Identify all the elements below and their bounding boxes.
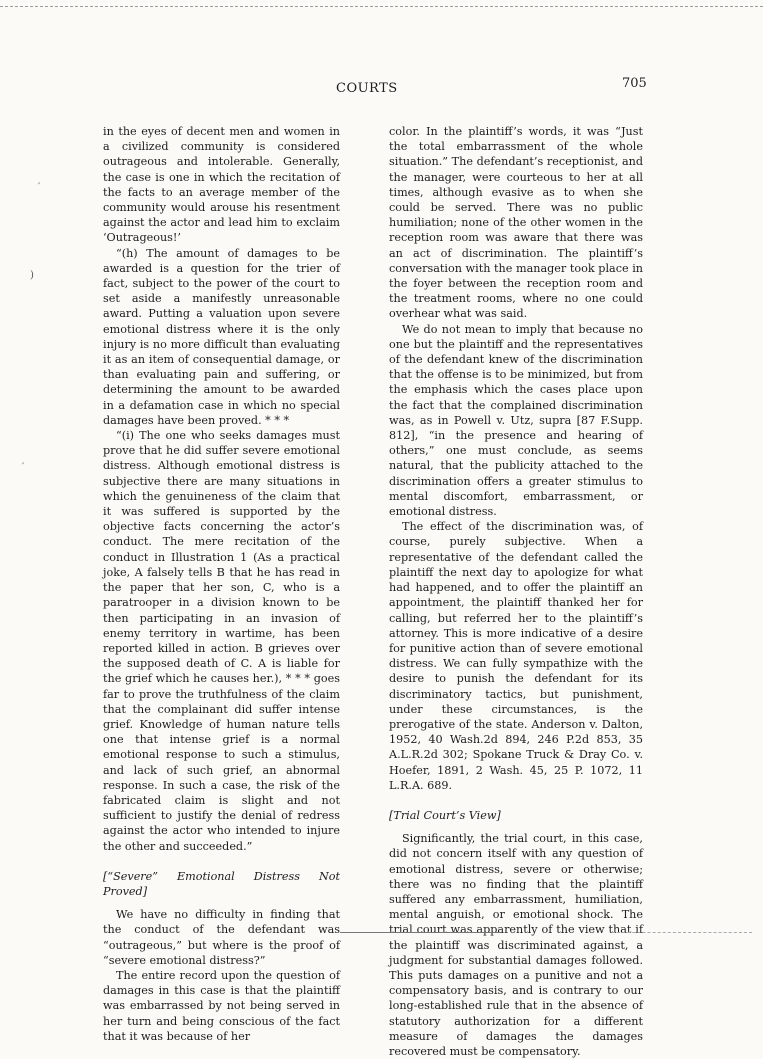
scan-bottom-border: [612, 932, 752, 933]
margin-mark: ′: [22, 462, 25, 473]
right-column: [389, 124, 643, 1059]
scan-top-border: [0, 6, 763, 7]
left-column: [103, 124, 340, 1044]
paragraph: color. In the plaintiff’s words, it was “Just the total embarrassment of the whole situation.” The defendant’s receptionist, and the manager, were courteous to her at all times, although evasive as to when she could be served. There was no public humiliation; none of the other women in the reception room was aware that there was an act of discrimination. The plaintiff’s conversation with the manager took place in the foyer between the reception room and the treatment rooms, where no one could overhear what was said.: [389, 125, 643, 321]
paragraph: “(h) The amount of damages to be awarded is a question for the trier of fact, subject to the power of the court to set aside a manifestly unreasonable award. Putting a valuation upon severe emotional distress where it is the only injury is no more difficult than evaluating it as an item of consequential damage, or than evaluating pain and suffering, or determining the amount to be awarded in a defamation case in which no special damages have been proved. * * *: [103, 246, 340, 427]
section-heading: [“Severe” Emotional Distress Not Proved]: [103, 869, 340, 898]
paragraph: in the eyes of decent men and women in a civilized community is considered outrageous and intolerable. Generally, the case is one in which the recitation of the facts to an average member of the community would arouse his resentment against the actor and lead him to exclaim ‘Outrageous!’: [103, 125, 340, 245]
scan-bottom-line: [340, 932, 500, 933]
paragraph: “(i) The one who seeks damages must prove that he did suffer severe emotional distress. Although emotional distress is subjective there are many situations in which the genuineness of the claim that it was suffered is supported by the objective facts concerning the actor’s conduct. The mere recitation of the conduct in Illustration 1 (As a practical joke, A falsely tells B that he has read in the paper that her son, C, who is a paratrooper in a division known to be then participating in an invasion of enemy territory in wartime, has been reported killed in action. B grieves over the supposed death of C. A is liable for the grief which he causes her.), * * * goes far to prove the truthfulness of the claim that the complainant did suffer intense grief. Knowledge of human nature tells one that intense grief is a normal emotional response to such a stimulus, and lack of such grief, an abnormal response. In such a case, the risk of the fabricated claim is slight and not sufficient to justify the denial of redress against the actor who intended to injure the other and succeeded.”: [103, 429, 340, 853]
paragraph: We do not mean to imply that because no one but the plaintiff and the representatives of the defendant knew of the discrimination that the offense is to be minimized, but from the emphasis which the cases place upon the fact that the complained discrimination was, as in Powell v. Utz, supra [87 F.Supp. 812], “in the presence and hearing of others,” one must conclude, as seems natural, that the publicity attached to the discrimination offers a greater stimulus to mental discomfort, embarrassment, or emotional distress.: [389, 322, 643, 519]
margin-mark: ′: [38, 182, 41, 193]
running-header-title: COURTS: [336, 81, 398, 96]
paragraph: The effect of the discrimination was, of course, purely subjective. When a representative of the defendant called the plaintiff the next day to apologize for what had happened, and to offer the plaintiff an appointment, the plaintiff thanked her for calling, but referred her to the plaintiff’s attorney. This is more indicative of a desire for punitive action than of severe emotional distress. We can fully sympathize with the desire to punish the defendant for its discriminatory tactics, but punishment, under these circumstances, is the prerogative of the state. Anderson v. Dalton, 1952, 40 Wash.2d 894, 246 P.2d 853, 35 A.L.R.2d 302; Spokane Truck & Dray Co. v. Hoefer, 1891, 2 Wash. 45, 25 P. 1072, 11 L.R.A. 689.: [389, 520, 643, 792]
section-heading: [Trial Court’s View]: [389, 808, 501, 822]
paragraph: The entire record upon the question of damages in this case is that the plaintiff was embarrassed by not being served in her turn and being conscious of the fact that it was because of her: [103, 968, 340, 1043]
paragraph: We have no difficulty in finding that the conduct of the defendant was “outrageous,” but where is the proof of “severe emotional distress?”: [103, 908, 340, 967]
margin-mark: ): [30, 270, 34, 281]
page-number: 705: [622, 76, 647, 91]
paragraph: Significantly, the trial court, in this case, did not concern itself with any question of emotional distress, severe or otherwise; there was no finding that the plaintiff suffered any embarrassment, humiliation, mental anguish, or emotional shock. The trial court was apparently of the view that if the plaintiff was discriminated against, a judgment for substantial damages followed. This puts damages on a punitive and not a compensatory basis, and is contrary to our long-established rule that in the absence of statutory authorization for a different measure of damages the damages recovered must be compensatory.: [389, 832, 643, 1058]
